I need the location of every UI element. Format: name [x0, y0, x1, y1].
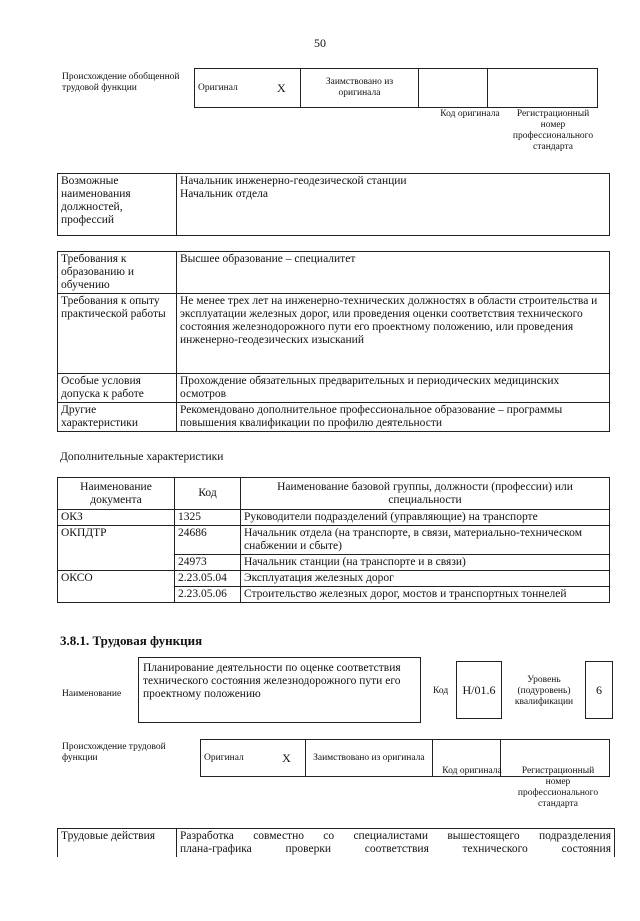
- reg-number-label: Регистрационный номер профессионального стандарта: [512, 109, 594, 152]
- req-conditions-value: Прохождение обязательных предварительных и периодических медицинских осмотров: [177, 374, 610, 403]
- labor-actions-value: [177, 829, 615, 858]
- positions-values: [177, 174, 610, 236]
- additional-title: Дополнительные характеристики: [60, 451, 224, 463]
- positions-label: Возможные наименования должностей, профессий: [58, 174, 177, 236]
- function-code-label: Код: [433, 686, 449, 696]
- requirements-table: [57, 251, 610, 432]
- origin2-label: Происхождение трудовой функции: [62, 742, 166, 763]
- header-doc: Наименование документа: [58, 478, 175, 510]
- req-education-label: Требования к образованию и обучению: [58, 252, 177, 294]
- origin-reg-cell: [487, 69, 597, 108]
- row-code: 24973: [175, 555, 241, 571]
- row-code: 24686: [175, 526, 241, 555]
- function-code-value: H/01.6: [456, 661, 502, 719]
- row-name: Руководители подразделений (управляющие) на транспорте: [241, 510, 610, 526]
- origin-label: Происхождение обобщенной трудовой функции: [62, 72, 180, 93]
- header-code: Код: [175, 478, 241, 510]
- section-title: 3.8.1. Трудовая функция: [60, 633, 203, 648]
- position-item: Начальник инженерно-геодезической станции: [180, 175, 407, 187]
- function-name-value: Планирование деятельности по оценке соответствия технического состояния железнодорожного пути его проектному положению: [138, 657, 421, 723]
- req-other-label: Другие характеристики: [58, 403, 177, 432]
- origin-table: [194, 68, 598, 108]
- row-doc: ОКПДТР: [58, 526, 175, 571]
- table-row: [58, 571, 610, 587]
- table-row: [58, 526, 610, 555]
- row-name: Эксплуатация железных дорог: [241, 571, 610, 587]
- labor-action-line: Разработка совместно со специалистами вышестоящего подразделения: [180, 830, 611, 842]
- row-code: 2.23.05.04: [175, 571, 241, 587]
- code-original-label: Код оригинала: [440, 109, 500, 119]
- labor-action-line: плана-графика проверки соответствия технического состояния: [180, 843, 611, 855]
- original2-label: Оригинал: [201, 740, 269, 777]
- original2-mark: X: [268, 740, 305, 777]
- labor-actions-label: Трудовые действия: [58, 829, 177, 858]
- req-experience-value: Не менее трех лет на инженерно-технических должностях в области строительства и эксплуатации железных дорог, или проведения оценки соответствия технического состояния железнодорожного пути его проектному положению, или проведения инженерно-геодезических изысканий: [177, 294, 610, 374]
- row-name: Строительство железных дорог, мостов и транспортных тоннелей: [241, 587, 610, 603]
- positions-table: [57, 173, 610, 236]
- row-doc: ОКЗ: [58, 510, 175, 526]
- req-experience-label: Требования к опыту практической работы: [58, 294, 177, 374]
- req-other-value: Рекомендовано дополнительное профессиональное образование – программы повышения квалификации по профилю деятельности: [177, 403, 610, 432]
- position-item: Начальник отдела: [180, 188, 268, 200]
- origin-code-cell: [419, 69, 488, 108]
- row-code: 2.23.05.06: [175, 587, 241, 603]
- req-conditions-label: Особые условия допуска к работе: [58, 374, 177, 403]
- header-name: Наименование базовой группы, должности (профессии) или специальности: [241, 478, 610, 510]
- row-doc: ОКСО: [58, 571, 175, 603]
- borrowed-label: Заимствовано из оригинала: [300, 69, 418, 108]
- original-mark: X: [263, 69, 301, 108]
- borrowed2-label: Заимствовано из оригинала: [305, 740, 432, 777]
- reg2-number-label: Регистрационный номер профессионального стандарта: [517, 766, 599, 809]
- level-label: Уровень (подуровень) квалификации: [514, 675, 574, 707]
- row-name: Начальник отдела (на транспорте, в связи, материально-техническом снабжении и сбыте): [241, 526, 610, 555]
- table-row: [58, 510, 610, 526]
- code2-original-label: Код оригинала: [442, 766, 502, 776]
- additional-table: [57, 477, 610, 603]
- row-name: Начальник станции (на транспорте и в связи): [241, 555, 610, 571]
- function-name-label: Наименование: [62, 689, 122, 699]
- row-code: 1325: [175, 510, 241, 526]
- page-number: 50: [314, 36, 326, 50]
- level-value: 6: [585, 661, 613, 719]
- req-education-value: Высшее образование – специалитет: [177, 252, 610, 294]
- labor-actions-table: [57, 828, 615, 857]
- original-label: Оригинал: [195, 69, 263, 108]
